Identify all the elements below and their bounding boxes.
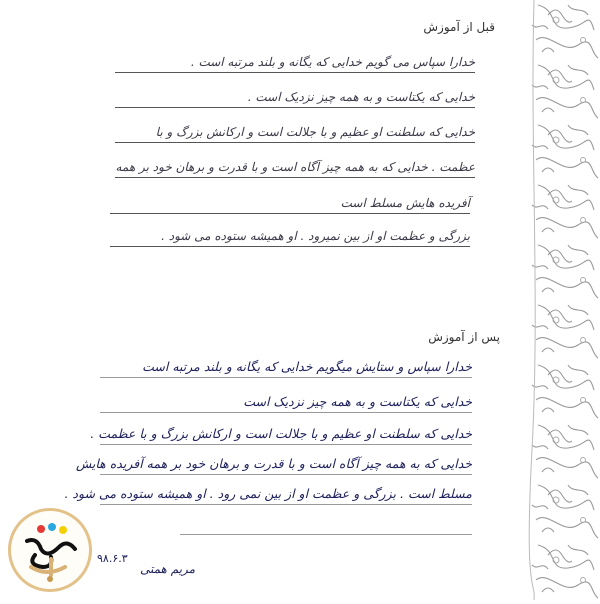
handwritten-line: خدارا سپاس و ستایش میگویم خدایی که یگانه و بلند مرتبه است [100, 357, 472, 378]
handwritten-line: خدایی که یکتاست و به همه چیز نزدیک است [100, 392, 472, 413]
handwritten-line: آفریده هایش مسلط است [110, 193, 470, 214]
after-heading: پس از آموزش [428, 330, 500, 344]
before-heading: قبل از آموزش [423, 20, 495, 34]
handwritten-line: خدایی که به همه چیز آگاه است و با قدرت و برهان خود بر همه آفریده هایش [100, 454, 472, 475]
signature-line [180, 514, 472, 535]
decorative-border [528, 0, 600, 600]
handwritten-line: خدایی که سلطنت او عظیم و با جلالت است و ارکانش بزرگ و با عظمت . [100, 424, 472, 445]
signature: مریم همتی [140, 562, 196, 576]
handwritten-line: بزرگی و عظمت او از بین نمیرود . او همیشه ستوده می شود . [110, 226, 470, 247]
handwritten-line: خدارا سپاس می گویم خدایی که یگانه و بلند مرتبه است . [115, 52, 475, 73]
handwritten-line: عظمت . خدایی که به همه چیز آگاه است و با قدرت و برهان خود بر همه [115, 157, 475, 178]
handwritten-line: خدایی که سلطنت او عظیم و با جلالت است و ارکانش بزرگ و با [115, 122, 475, 143]
handwritten-line: مسلط است . بزرگی و عظمت او از بین نمی رود . او همیشه ستوده می شود . [100, 484, 472, 505]
handwritten-line: خدایی که یکتاست و به همه چیز نزدیک است . [115, 87, 475, 108]
logo [8, 508, 92, 592]
date: ۹۸.۶.۳ [97, 552, 128, 565]
